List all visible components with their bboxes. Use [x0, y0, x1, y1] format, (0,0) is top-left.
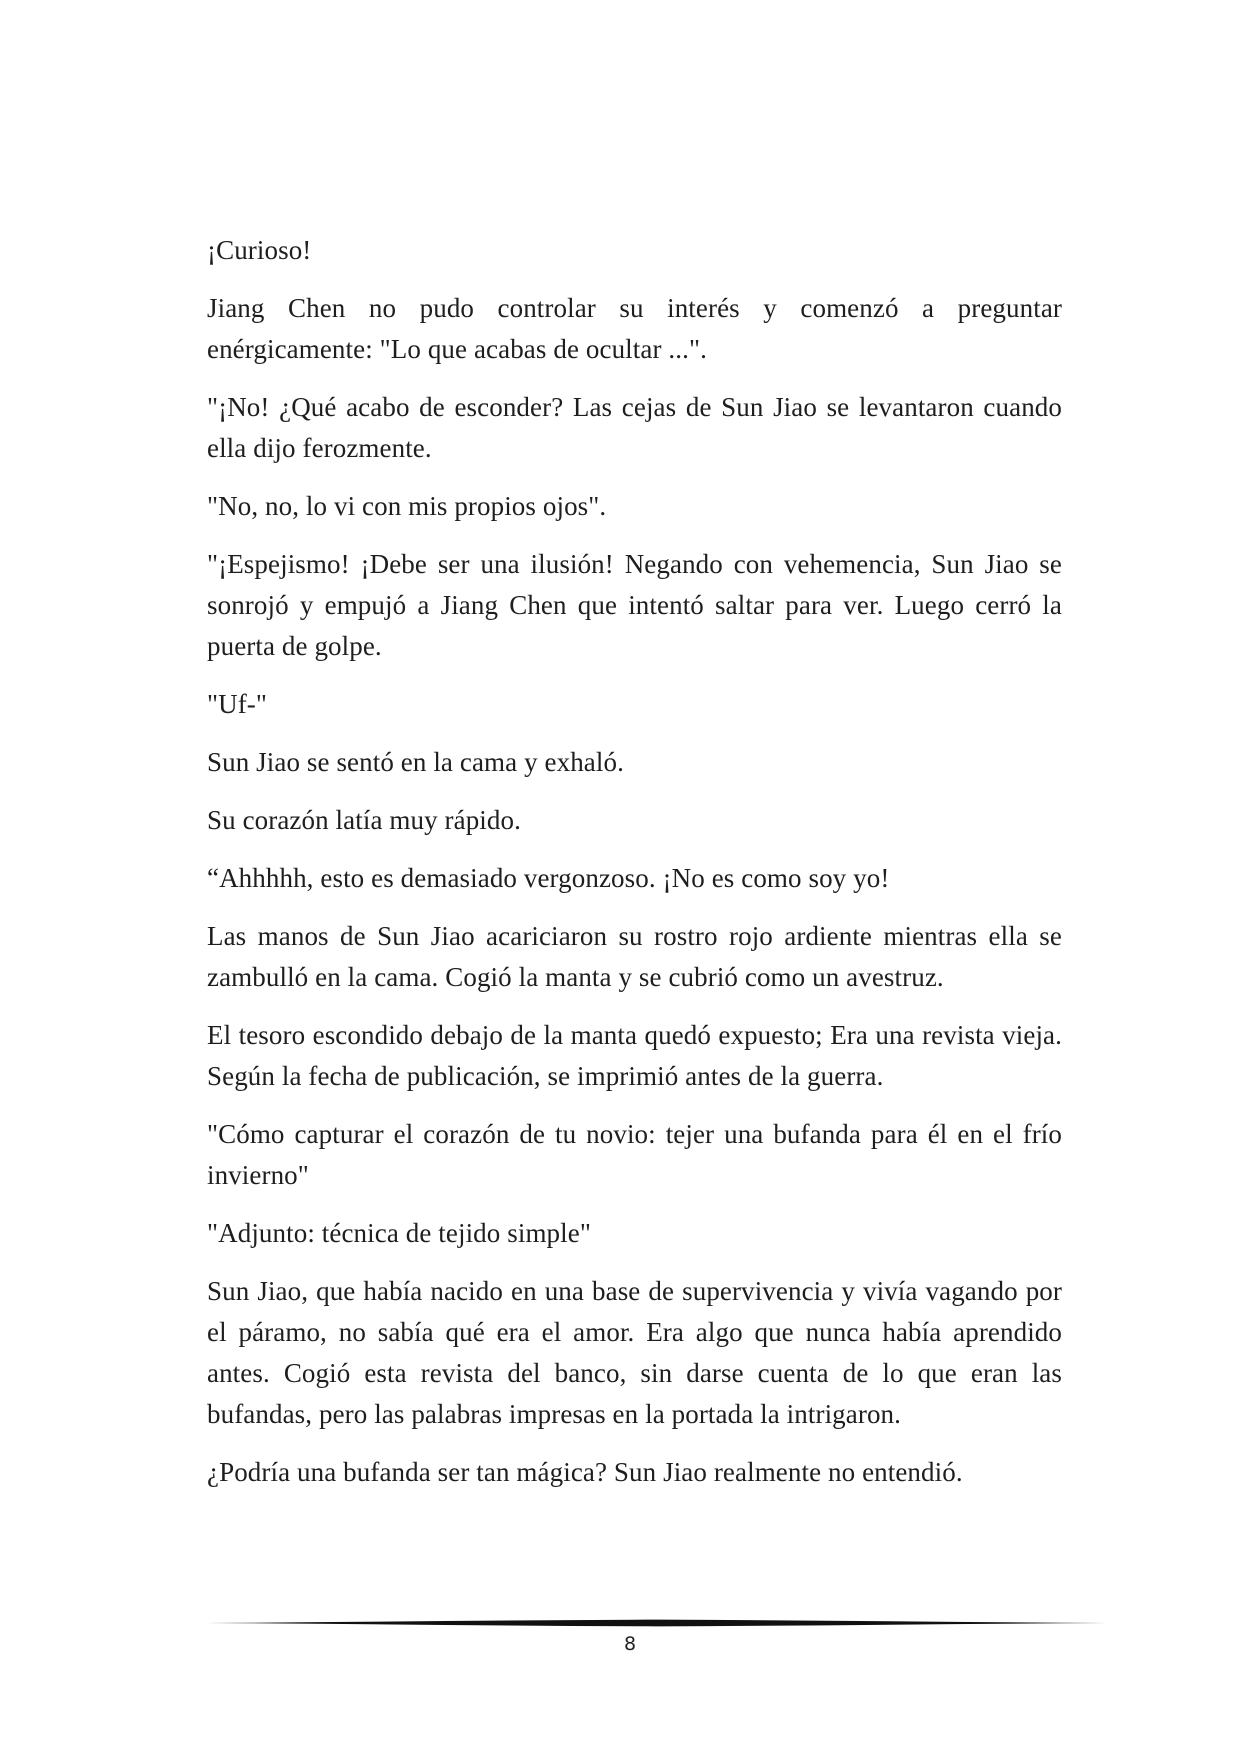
- paragraph: "Adjunto: técnica de tejido simple": [207, 1218, 591, 1248]
- paragraph: "Uf-": [207, 689, 268, 719]
- paragraph: "Cómo capturar el corazón de tu novio: tejer una bufanda para él en el frío invierno": [207, 1119, 1062, 1190]
- paragraph: Las manos de Sun Jiao acariciaron su rostro rojo ardiente mientras ella se zambulló en la cama. Cogió la manta y se cubrió como un avestruz.: [207, 921, 1062, 992]
- footer-divider: [207, 1619, 1107, 1627]
- paragraph: "¡Espejismo! ¡Debe ser una ilusión! Negando con vehemencia, Sun Jiao se sonrojó y empujó a Jiang Chen que intentó saltar para ver. Luego cerró la puerta de golpe.: [207, 549, 1062, 661]
- page-body: [207, 230, 1062, 1510]
- paragraph: El tesoro escondido debajo de la manta quedó expuesto; Era una revista vieja. Según la fecha de publicación, se imprimió antes de la guerra.: [207, 1020, 1062, 1091]
- paragraph: "No, no, lo vi con mis propios ojos".: [207, 491, 607, 521]
- paragraph: Su corazón latía muy rápido.: [207, 805, 521, 835]
- page-number: 8: [623, 1633, 637, 1655]
- paragraph: Sun Jiao se sentó en la cama y exhaló.: [207, 747, 624, 777]
- paragraph: ¿Podría una bufanda ser tan mágica? Sun Jiao realmente no entendió.: [207, 1457, 963, 1487]
- paragraph: “Ahhhhh, esto es demasiado vergonzoso. ¡No es como soy yo!: [207, 863, 890, 893]
- paragraph: ¡Curioso!: [207, 235, 312, 265]
- paragraph: Jiang Chen no pudo controlar su interés y comenzó a preguntar enérgicamente: "Lo que acabas de ocultar ...".: [207, 293, 1062, 364]
- paragraph: Sun Jiao, que había nacido en una base de supervivencia y vivía vagando por el páramo, no sabía qué era el amor. Era algo que nunca había aprendido antes. Cogió esta revista del banco, sin darse cuenta de lo que eran las bufandas, pero las palabras impresas en la portada la intrigaron.: [207, 1276, 1062, 1429]
- paragraph: "¡No! ¿Qué acabo de esconder? Las cejas de Sun Jiao se levantaron cuando ella dijo ferozmente.: [207, 392, 1062, 463]
